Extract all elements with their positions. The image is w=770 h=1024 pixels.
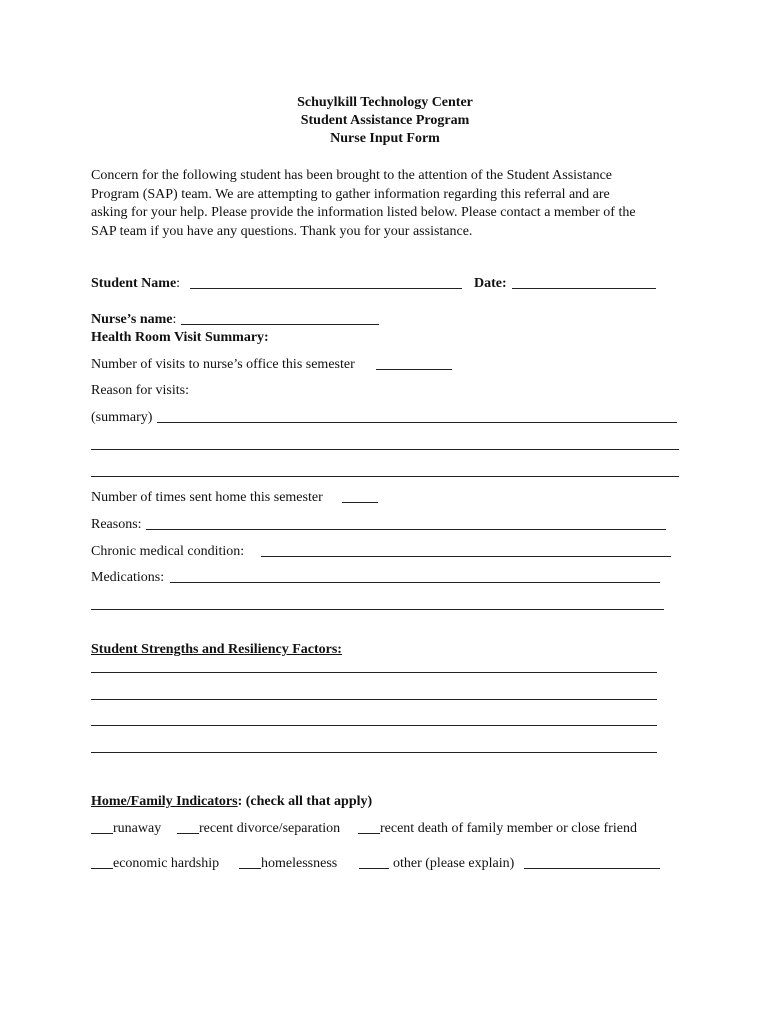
school-name: Schuylkill Technology Center <box>297 95 473 110</box>
intro-line: asking for your help. Please provide the information listed below. Please contact a member of the <box>91 205 636 220</box>
student-name-label: Student Name <box>91 276 177 291</box>
intro-paragraph <box>91 167 691 241</box>
summary-label: (summary) <box>91 410 153 425</box>
runaway-checkbox[interactable] <box>91 833 113 834</box>
nurse-name-label: Nurse’s name <box>91 312 173 327</box>
sent-home-field[interactable] <box>342 502 378 503</box>
summary-field-line-1[interactable] <box>157 422 677 423</box>
runaway-label: runaway <box>113 821 162 836</box>
nurse-name-colon: : <box>172 312 177 327</box>
date-label: Date: <box>474 276 507 291</box>
death-checkbox[interactable] <box>358 833 380 834</box>
reasons-label: Reasons: <box>91 517 142 532</box>
medications-field-line-2[interactable] <box>91 609 664 610</box>
form-title: Nurse Input Form <box>330 131 440 146</box>
other-explain-field[interactable] <box>524 868 660 869</box>
strengths-field-line-1[interactable] <box>91 672 657 673</box>
chronic-condition-field[interactable] <box>261 556 671 557</box>
intro-line: SAP team if you have any questions. Thank you for your assistance. <box>91 223 473 239</box>
strengths-heading: Student Strengths and Resiliency Factors: <box>91 642 342 657</box>
divorce-label: recent divorce/separation <box>199 821 341 836</box>
summary-field-line-2[interactable] <box>91 449 679 450</box>
homelessness-label: homelessness <box>261 856 338 871</box>
student-name-label-row <box>91 275 180 293</box>
death-label: recent death of family member or close friend <box>380 821 637 836</box>
summary-field-line-3[interactable] <box>91 476 679 477</box>
nurse-name-label-row <box>91 311 176 329</box>
intro-line: Concern for the following student has been brought to the attention of the Student Assistance <box>91 168 613 183</box>
strengths-field-line-3[interactable] <box>91 725 657 726</box>
student-name-field[interactable] <box>190 288 462 289</box>
chronic-condition-label: Chronic medical condition: <box>91 544 245 559</box>
reason-for-visits-label: Reason for visits: <box>91 383 189 398</box>
other-label: other (please explain) <box>393 856 515 871</box>
strengths-field-line-4[interactable] <box>91 752 657 753</box>
nurse-name-field[interactable] <box>181 324 379 325</box>
student-name-colon: : <box>176 276 181 291</box>
strengths-field-line-2[interactable] <box>91 699 657 700</box>
medications-label: Medications: <box>91 570 165 585</box>
visits-label: Number of visits to nurse’s office this semester <box>91 357 355 372</box>
divorce-checkbox[interactable] <box>177 833 199 834</box>
economic-hardship-label: economic hardship <box>113 856 220 871</box>
medications-field-line-1[interactable] <box>170 582 660 583</box>
reasons-field[interactable] <box>146 529 666 530</box>
health-room-heading: Health Room Visit Summary: <box>91 330 269 345</box>
intro-line: Program (SAP) team. We are attempting to gather information regarding this referral and are <box>91 186 610 202</box>
program-name: Student Assistance Program <box>300 113 470 128</box>
visits-field[interactable] <box>376 369 452 370</box>
homelessness-checkbox[interactable] <box>239 868 261 869</box>
economic-hardship-checkbox[interactable] <box>91 868 113 869</box>
home-family-heading: Home/Family Indicators <box>91 794 238 809</box>
other-checkbox[interactable] <box>359 868 389 869</box>
home-family-heading-row <box>91 793 372 811</box>
date-field[interactable] <box>512 288 656 289</box>
home-family-instruction: : (check all that apply) <box>237 794 373 809</box>
sent-home-label: Number of times sent home this semester <box>91 490 323 505</box>
